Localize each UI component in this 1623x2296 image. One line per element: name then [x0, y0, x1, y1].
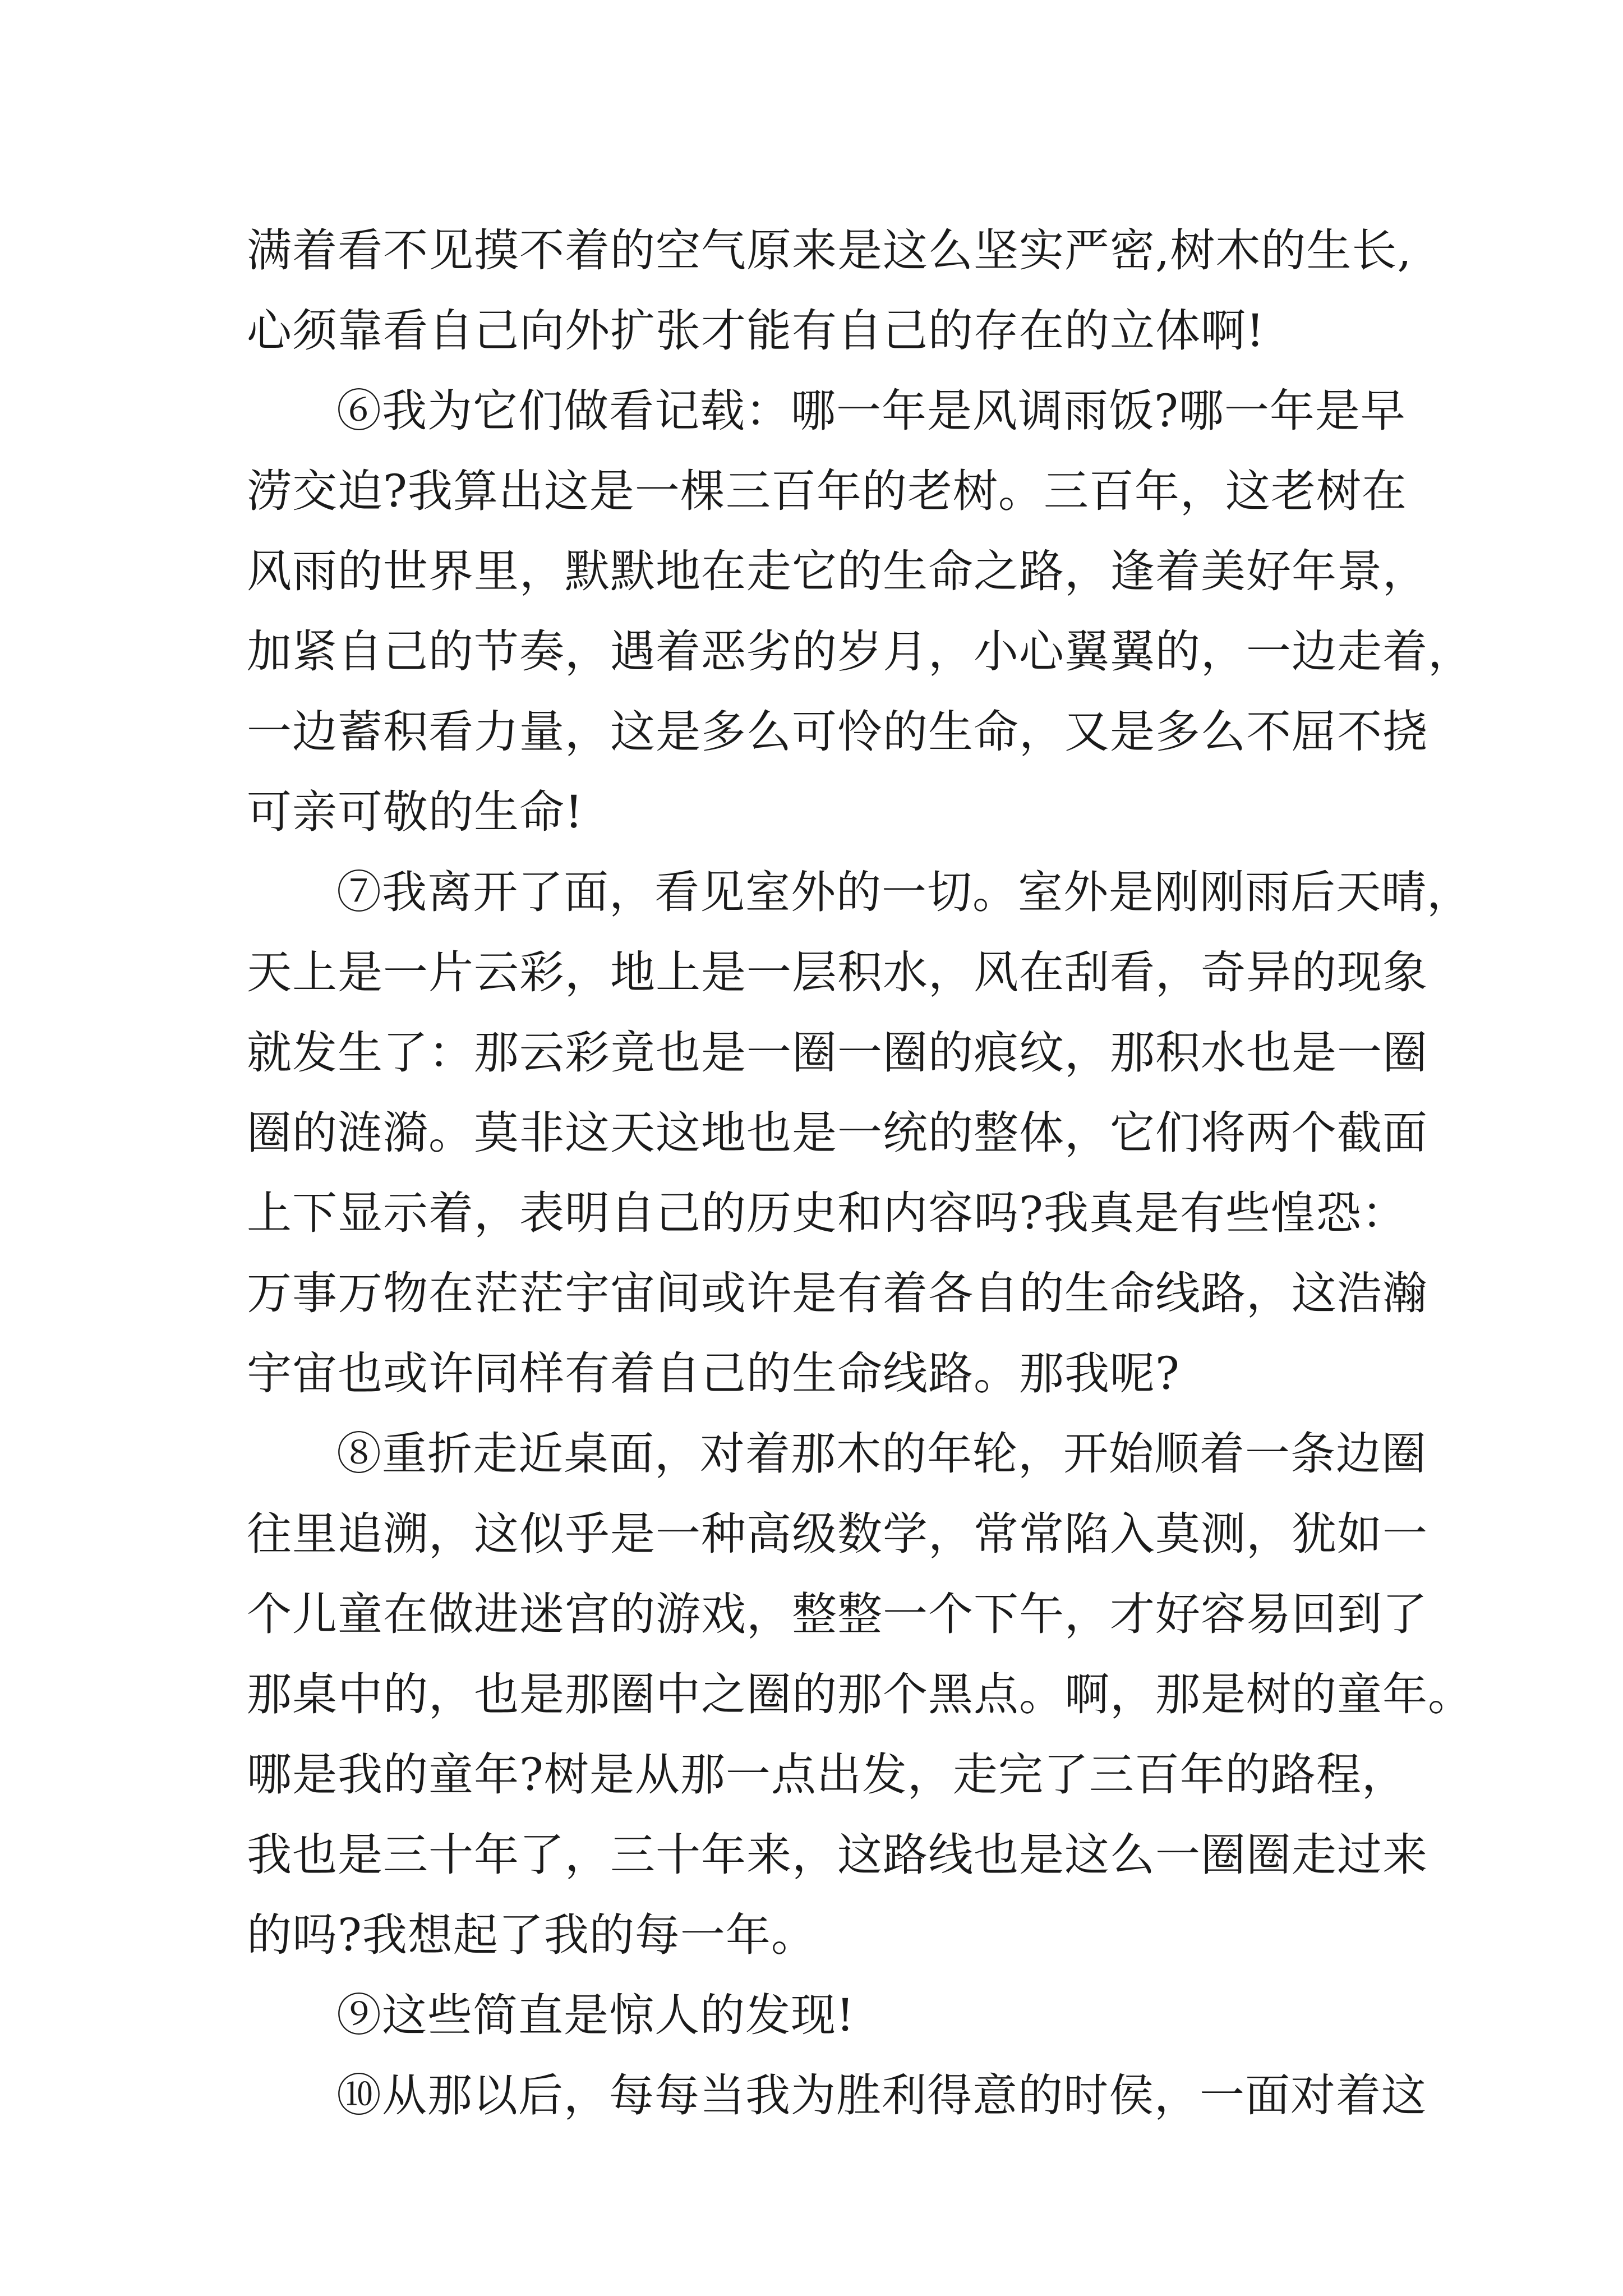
text-line: 风雨的世界里，默默地在走它的生命之路，逢着美好年景，	[247, 545, 1428, 597]
text-line: 就发生了：那云彩竟也是一圈一圈的痕纹，那积水也是一圈	[247, 1027, 1428, 1079]
text-line: 个儿童在做进迷宫的游戏，整整一个下午，才好容易回到了	[247, 1588, 1428, 1640]
text-line: 上下显示着，表明自己的历史和内容吗?我真是有些惶恐：	[247, 1187, 1407, 1239]
text-line: 天上是一片云彩，地上是一层积水，风在刮看，奇异的现象	[247, 946, 1428, 999]
text-line: ⑦我离开了面，看见室外的一切。室外是刚刚雨后天晴，	[336, 866, 1472, 918]
text-line: 可亲可敬的生命!	[247, 786, 584, 838]
text-line: ⑥我为它们做看记载：哪一年是风调雨饭?哪一年是早	[336, 385, 1406, 437]
text-line: 涝交迫?我算出这是一棵三百年的老树。三百年，这老树在	[247, 465, 1407, 517]
body-text	[247, 210, 1473, 2136]
text-line: ⑨这些简直是惊人的发现!	[336, 1989, 855, 2041]
text-line: 那桌中的，也是那圈中之圈的那个黑点。啊，那是树的童年。	[247, 1668, 1473, 1720]
text-line: 加紧自己的节奏，遇着恶劣的岁月，小心翼翼的，一边走着，	[247, 625, 1473, 678]
text-line: 圈的涟漪。莫非这天这地也是一统的整体，它们将两个截面	[247, 1107, 1428, 1159]
text-line: 宇宙也或许同样有着自己的生命线路。那我呢?	[247, 1347, 1180, 1400]
text-line: 哪是我的童年?树是从那一点出发，走完了三百年的路程，	[247, 1749, 1407, 1801]
text-line: 心须靠看自己向外扩张才能有自己的存在的立体啊!	[247, 305, 1265, 357]
text-line: 往里追溯，这似乎是一种高级数学，常常陷入莫测，犹如一	[247, 1508, 1428, 1560]
text-line: 一边蓄积看力量，这是多么可怜的生命，又是多么不屈不挠	[247, 706, 1428, 758]
text-line: 万事万物在茫茫宇宙间或许是有着各自的生命线路，这浩瀚	[247, 1267, 1428, 1319]
text-line: 我也是三十年了，三十年来，这路线也是这么一圈圈走过来	[247, 1829, 1428, 1881]
text-line: 的吗?我想起了我的每一年。	[247, 1909, 817, 1961]
text-line: 满着看不见摸不着的空气原来是这么坚实严密,树木的生长,	[247, 224, 1412, 277]
text-line: ⑩从那以后，每每当我为胜利得意的时侯，一面对着这	[336, 2069, 1427, 2122]
text-line: ⑧重折走近桌面，对着那木的年轮，开始顺着一条边圈	[336, 1428, 1427, 1480]
